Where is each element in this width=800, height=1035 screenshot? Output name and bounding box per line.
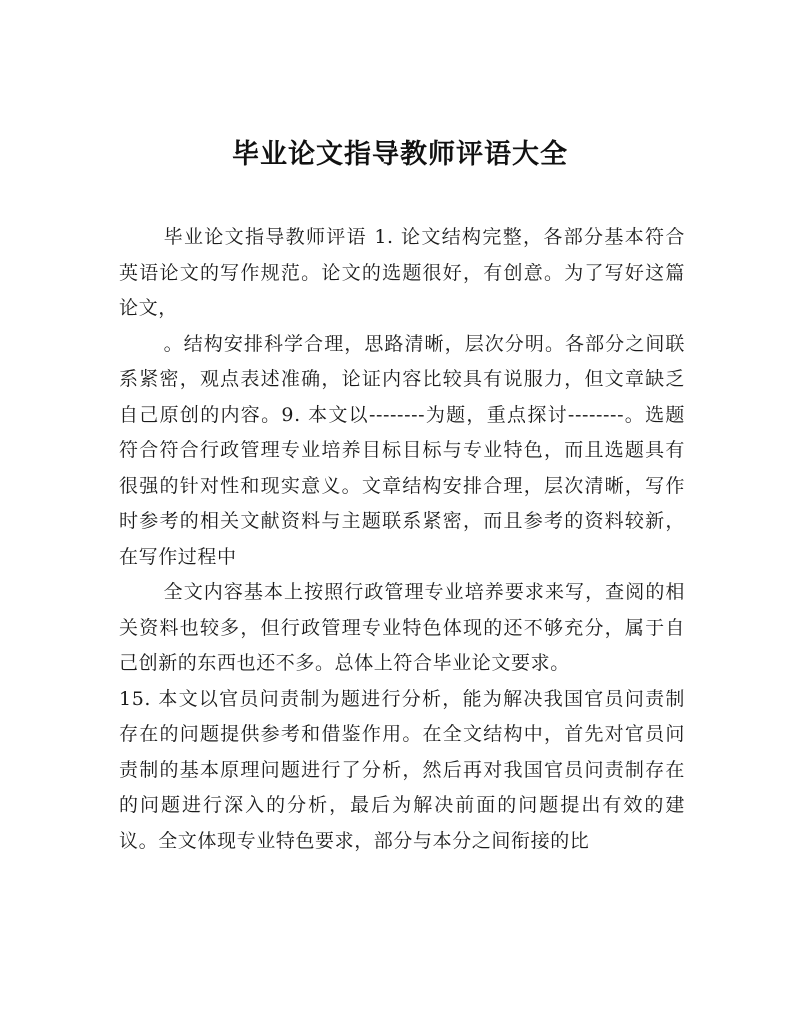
paragraph: 15. 本文以官员问责制为题进行分析，能为解决我国官员问责制存在的问题提供参考和借鉴作用。在全文结构中，首先对官员问责制的基本原理问题进行了分析，然后再对我国官员问责制存在的问题进行深入的分析，最后为解决前面的问题提出有效的建议。全文体现专业特色要求，部分与本分之间衔接的比 <box>119 687 685 852</box>
document-body <box>119 220 685 859</box>
paragraph: 全文内容基本上按照行政管理专业培养要求来写，查阅的相关资料也较多，但行政管理专业特色体现的还不够充分，属于自己创新的东西也还不多。总体上符合毕业论文要求。 <box>119 581 685 674</box>
document-title: 毕业论文指导教师评语大全 <box>232 139 568 170</box>
paragraph: 。结构安排科学合理，思路清晰，层次分明。各部分之间联系紧密，观点表述准确，论证内容比较具有说服力，但文章缺乏自己原创的内容。9. 本文以--------为题，重点探讨--------。选题符合符合行政管理专业培养目标目标与专业特色，而且选题具有很强的针对性和现实意义。文章结构安排合理，层次清晰，写作时参考的相关文献资料与主题联系紧密，而且参考的资料较新，在写作过程中 <box>119 332 685 568</box>
paragraph: 毕业论文指导教师评语 1. 论文结构完整，各部分基本符合英语论文的写作规范。论文的选题很好，有创意。为了写好这篇论文， <box>119 226 685 319</box>
